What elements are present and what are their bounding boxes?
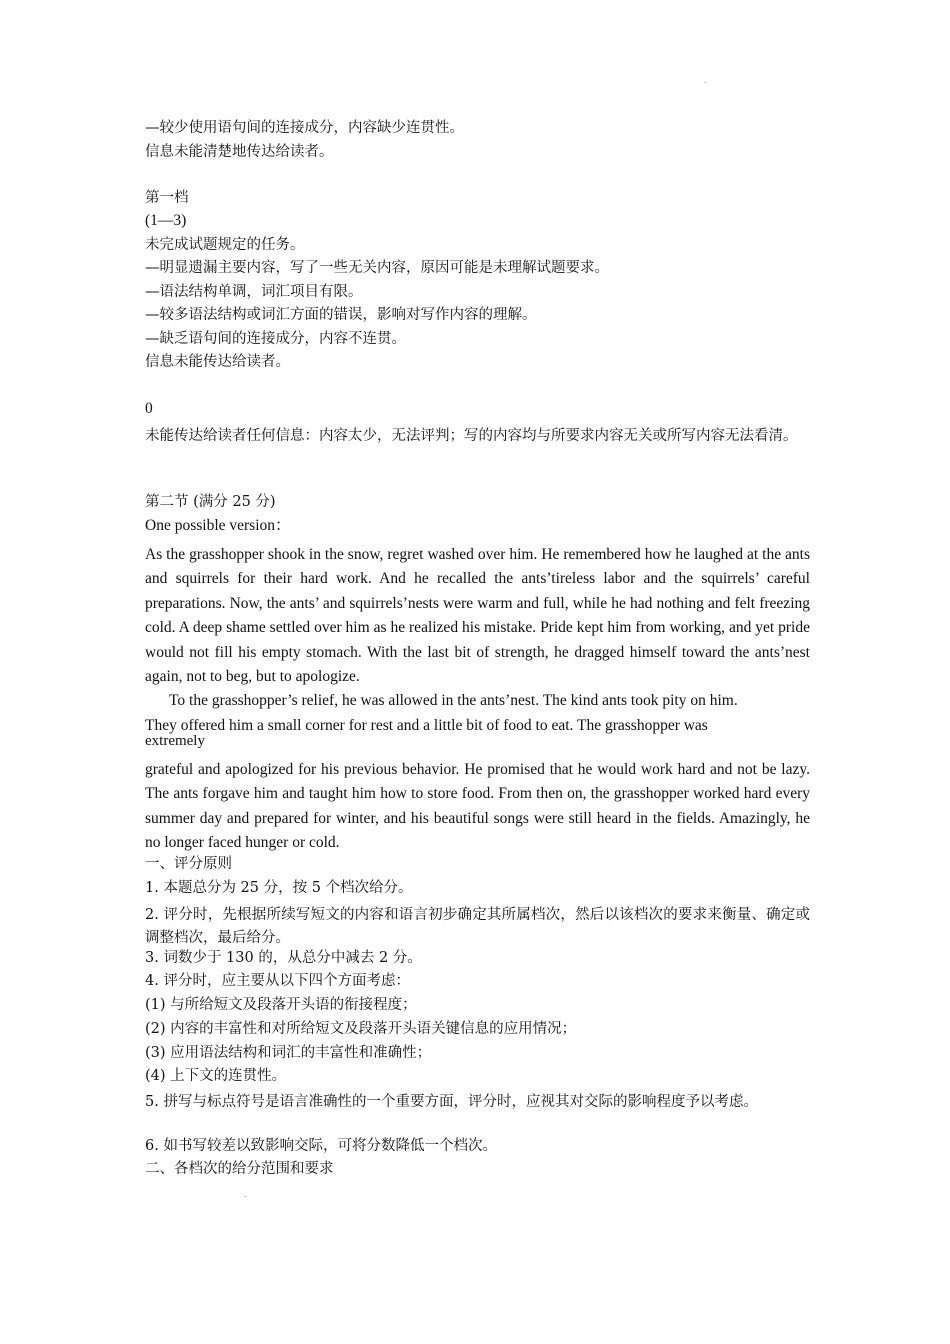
principle-item-6: 6. 如书写较差以致影响交际，可将分数降低一个档次。 xyxy=(145,1138,497,1154)
tier2-item-2: 信息未能清楚地传达给读者。 xyxy=(145,144,334,160)
tier1-item-4: —较多语法结构或词汇方面的错误，影响对写作内容的理解。 xyxy=(145,307,537,323)
essay-paragraph-1: As the grasshopper shook in the snow, regret washed over him. He remembered how he laughed at the ants and squirrels for their hard work. And he recalled the ants’tireless labor and the squirrels’ careful preparations. Now, the ants’ and squirrels’nests were warm and full, while he had nothing and felt freezing cold. A deep shame settled over him as he realized his mistake. Pride kept him from working, and yet pride would not fill his empty stomach. With the last bit of strength, he dragged himself toward the ants’nest again, not to beg, but to apologize. xyxy=(145,546,810,686)
tier1-item-5: —缺乏语句间的连接成分，内容不连贯。 xyxy=(145,331,406,347)
tier1-item-1: 未完成试题规定的任务。 xyxy=(145,237,305,253)
essay-paragraph-2-rest: grateful and apologized for his previous behavior. He promised that he would work hard and not be lazy. The ants forgave him and taught him how to store food. From then on, the grasshopper worked hard every summer day and prepared for winter, and his beautiful songs were still heard in the fields. Amazingly, he no longer faced hunger or cold. xyxy=(145,761,810,852)
tier1-item-6: 信息未能传达给读者。 xyxy=(145,354,290,370)
tier1-item-3: —语法结构单调，词汇项目有限。 xyxy=(145,284,363,300)
principle-item-1: 1. 本题总分为 25 分，按 5 个档次给分。 xyxy=(145,880,413,896)
scan-artifact-mark-top xyxy=(704,82,707,83)
tier1-title: 第一档 xyxy=(145,190,189,206)
tier0-title: 0 xyxy=(145,400,153,417)
essay-paragraph-2-line-1: To the grasshopper’s relief, he was allowed in the ants’nest. The kind ants took pity on him. xyxy=(169,692,738,709)
scan-artifact-mark xyxy=(244,1196,247,1197)
document-page xyxy=(145,0,810,1344)
tiers-heading: 二、各档次的给分范围和要求 xyxy=(145,1161,334,1177)
tier1-range: (1—3) xyxy=(145,212,187,229)
principles-heading: 一、评分原则 xyxy=(145,856,232,872)
principle-item-4: 4. 评分时，应主要从以下四个方面考虑： xyxy=(145,973,410,989)
tier1-item-2: —明显遗漏主要内容，写了一些无关内容，原因可能是未理解试题要求。 xyxy=(145,260,609,276)
principle-item-2: 2. 评分时，先根据所续写短文的内容和语言初步确定其所属档次，然后以该档次的要求来衡量、确定或调整档次，最后给分。 xyxy=(145,907,810,946)
version-label: One possible version： xyxy=(145,517,291,534)
essay-paragraph-2-line-3: extremely xyxy=(145,733,205,749)
tier2-item-1: —较少使用语句间的连接成分，内容缺少连贯性。 xyxy=(145,120,464,136)
principle-item-5: 5. 拼写与标点符号是语言准确性的一个重要方面，评分时，应视其对交际的影响程度予以考虑。 xyxy=(145,1094,758,1110)
principle-item-4-3: (3) 应用语法结构和词汇的丰富性和准确性； xyxy=(145,1045,432,1061)
principle-item-4-2: (2) 内容的丰富性和对所给短文及段落开头语关键信息的应用情况； xyxy=(145,1021,577,1037)
principle-item-4-1: (1) 与所给短文及段落开头语的衔接程度； xyxy=(145,997,417,1013)
section2-heading: 第二节 (满分 25 分) xyxy=(145,494,276,510)
principle-item-4-4: (4) 上下文的连贯性。 xyxy=(145,1068,287,1084)
tier0-description: 未能传达给读者任何信息：内容太少，无法评判；写的内容均与所要求内容无关或所写内容无法看清。 xyxy=(145,428,798,444)
essay-paragraph-2-line-2: They offered him a small corner for rest and a little bit of food to eat. The grasshopper was xyxy=(145,717,708,734)
principle-item-3: 3. 词数少于 130 的，从总分中减去 2 分。 xyxy=(145,950,422,966)
